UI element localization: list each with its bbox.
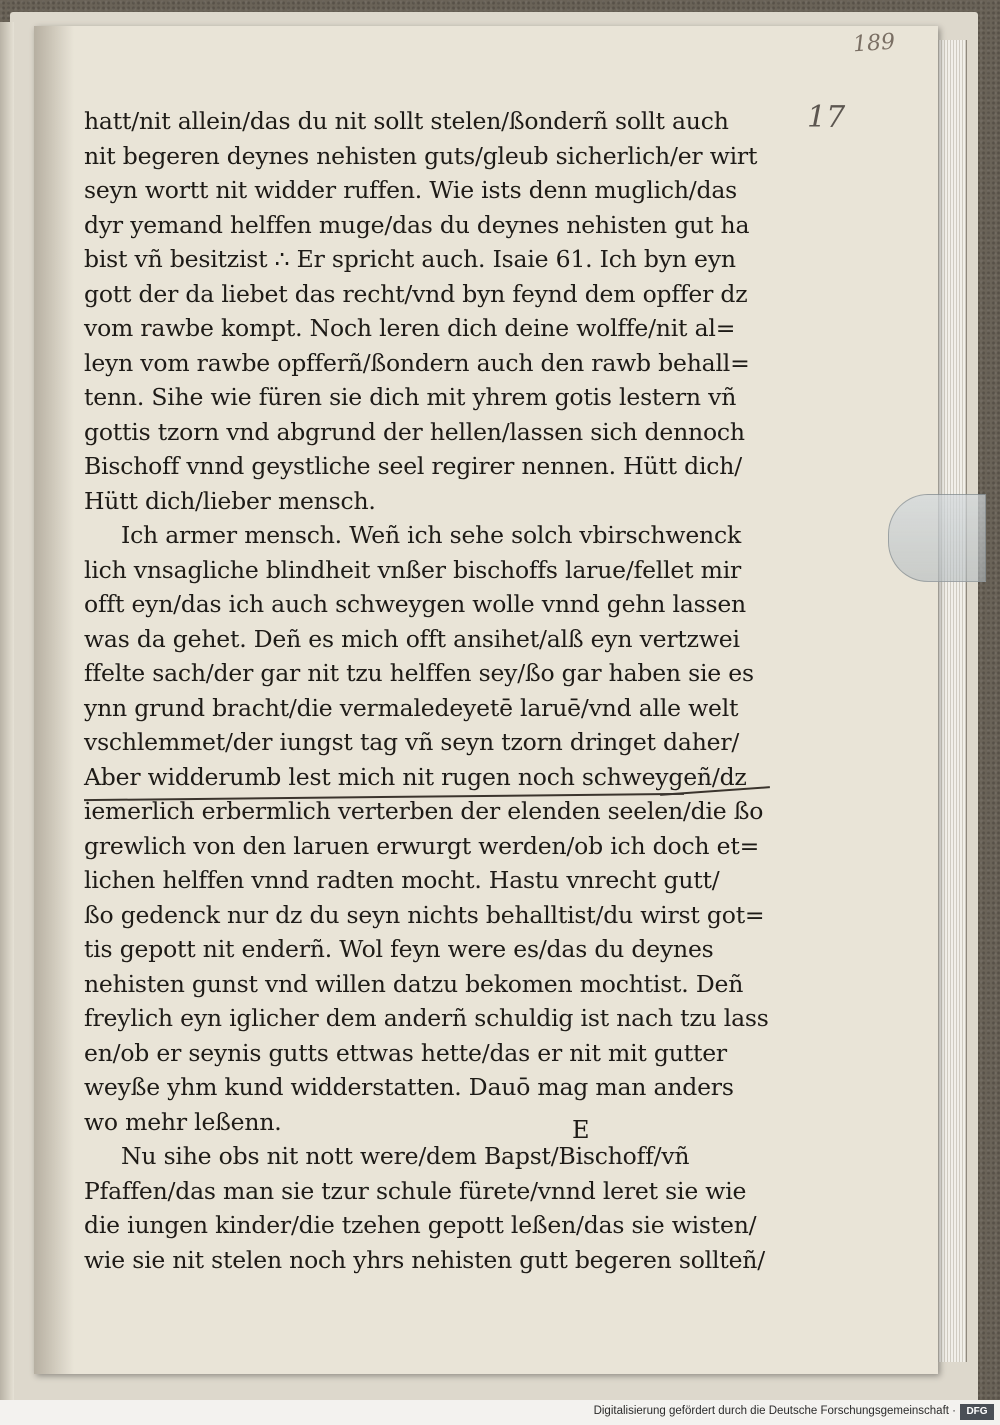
text-line: ßo gedenck nur dz du seyn nichts behalltist/du wirst got= xyxy=(84,900,765,929)
text-line: vom rawbe kompt. Noch leren dich deine wolffe/nit al= xyxy=(84,314,736,342)
footer-bar xyxy=(0,1400,1000,1425)
text-line: nehisten gunst vnd willen datzu bekomen mochtist. Deñ xyxy=(84,969,744,998)
text-line: Ich armer mensch. Weñ ich sehe solch vbirschwenck xyxy=(121,521,741,549)
text-line: iemerlich erbermlich verterben der elenden seelen/die ßo xyxy=(84,797,764,825)
text-line: wie sie nit stelen noch yhrs nehisten gutt begeren sollteñ/ xyxy=(84,1245,765,1274)
text-line: seyn wortt nit widder ruffen. Wie ists denn muglich/das xyxy=(84,176,738,204)
text-line: wo mehr leßenn. xyxy=(84,1107,282,1136)
text-line: tis gepott nit enderñ. Wol feyn were es/das du deynes xyxy=(84,935,714,963)
signature-mark: 17 xyxy=(807,100,846,135)
text-line: Bischoff vnnd geystliche seel regirer nennen. Hütt dich/ xyxy=(84,452,742,480)
text-line: freylich eyn iglicher dem anderñ schuldig ist nach tzu lass xyxy=(84,1004,769,1032)
dfg-logo: DFG xyxy=(960,1404,994,1420)
folio-number: 189 xyxy=(852,29,896,58)
text-line: hatt/nit allein/das du nit sollt stelen/ßonderñ sollt auch xyxy=(84,107,729,135)
text-line: bist vñ besitzist ∴ Er spricht auch. Isaie 61. Ich byn eyn xyxy=(84,245,736,273)
text-line: vschlemmet/der iungst tag vñ seyn tzorn dringet daher/ xyxy=(84,728,740,756)
text-block xyxy=(84,104,774,1277)
funding-credit: Digitalisierung gefördert durch die Deutsche Forschungsgemeinschaft · xyxy=(593,1405,956,1417)
text-line: die iungen kinder/die tzehen gepott leßen/das sie wisten/ xyxy=(84,1211,757,1239)
text-line: was da gehet. Deñ es mich offt ansihet/alß eyn vertzwei xyxy=(84,624,740,653)
text-line: offt eyn/das ich auch schweygen wolle vnnd gehn lassen xyxy=(84,590,746,618)
text-line: Pfaffen/das man sie tzur schule fürete/vnnd leret sie wie xyxy=(84,1176,747,1205)
text-line: lichen helffen vnnd radten mocht. Hastu vnrecht gutt/ xyxy=(84,866,720,894)
text-line: leyn vom rawbe opfferñ/ßondern auch den rawb behall= xyxy=(84,348,750,377)
text-line: Nu sihe obs nit nott were/dem Bapst/Bischoff/vñ xyxy=(121,1142,690,1170)
text-line: gott der da liebet das recht/vnd byn feynd dem opffer dz xyxy=(84,279,748,308)
text-line: gottis tzorn vnd abgrund der hellen/lassen sich dennoch xyxy=(84,417,745,446)
text-line: ynn grund bracht/die vermaledeyetē laruē/vnd alle welt xyxy=(84,693,739,722)
catchword: E xyxy=(572,1116,590,1144)
page-gutter-shadow xyxy=(34,26,74,1374)
text-line: lich vnsagliche blindheit vnßer bischoffs larue/fellet mir xyxy=(84,555,742,584)
text-line: weyße yhm kund widderstatten. Dauō mag man anders xyxy=(84,1073,734,1101)
plastic-page-clip xyxy=(888,494,986,582)
text-line: Aber widderumb lest mich nit rugen noch schweygeñ/dz xyxy=(84,762,747,791)
text-line: nit begeren deynes nehisten guts/gleub sicherlich/er wirt xyxy=(84,141,758,170)
text-line: grewlich von den laruen erwurgt werden/ob ich doch et= xyxy=(84,831,760,860)
left-page-edge xyxy=(0,22,14,1402)
text-line: tenn. Sihe wie füren sie dich mit yhrem gotis lestern vñ xyxy=(84,383,737,411)
text-line: Hütt dich/lieber mensch. xyxy=(84,486,376,515)
text-line: en/ob er seynis gutts ettwas hette/das er nit mit gutter xyxy=(84,1038,727,1067)
text-line: dyr yemand helffen muge/das du deynes nehisten gut ha xyxy=(84,210,750,239)
text-line: ffelte sach/der gar nit tzu helffen sey/ßo gar haben sie es xyxy=(84,659,754,687)
